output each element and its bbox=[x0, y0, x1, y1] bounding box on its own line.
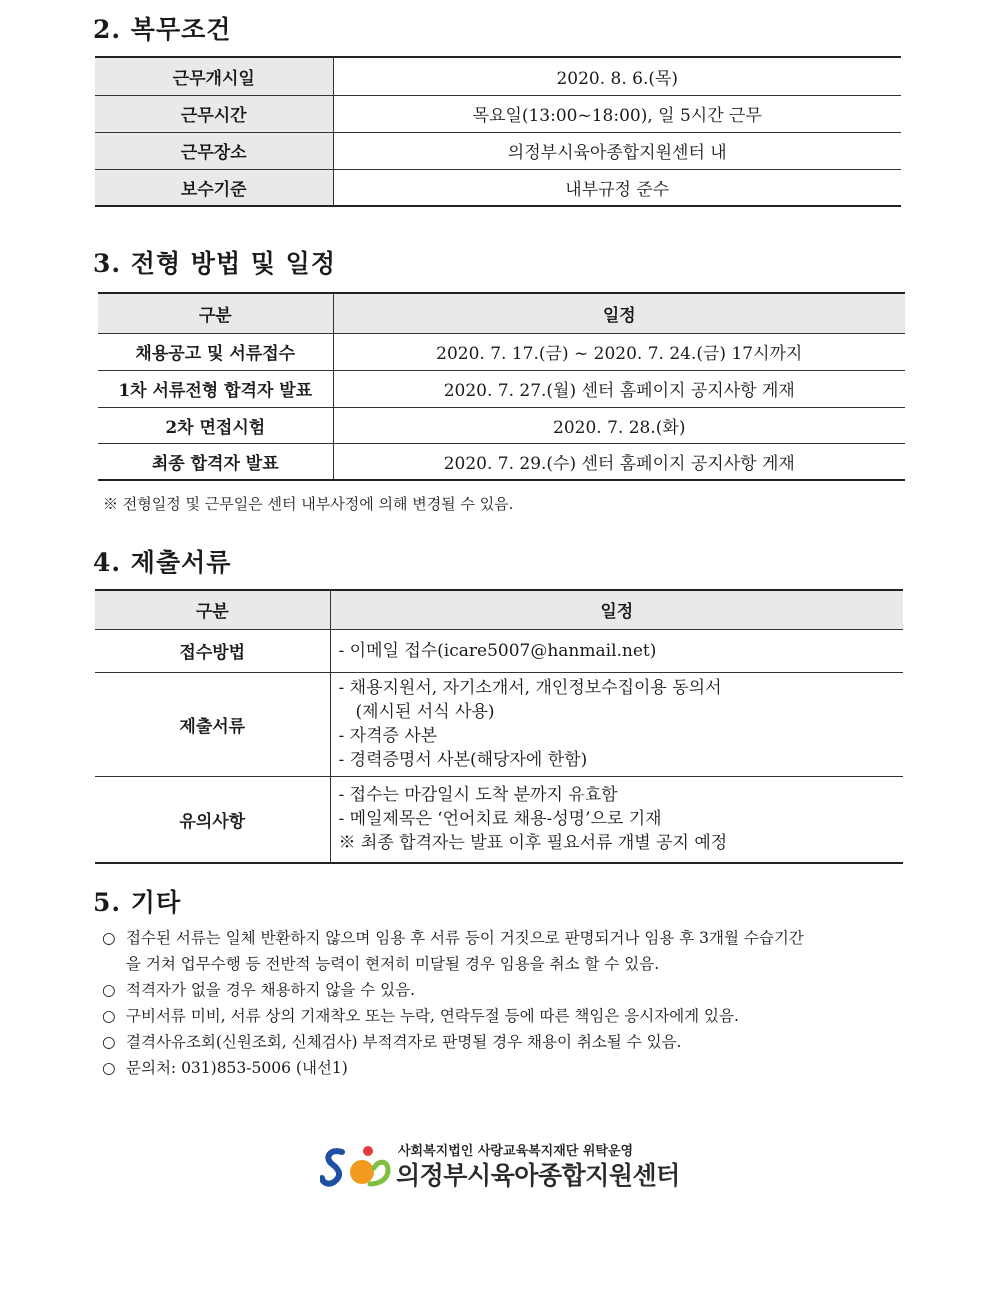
row-value: 2020. 7. 17.(금) ~ 2020. 7. 24.(금) 17시까지 bbox=[333, 333, 905, 370]
circle-bullet-icon: ○ bbox=[102, 1007, 116, 1025]
table-row bbox=[98, 370, 905, 407]
table-row bbox=[95, 672, 903, 776]
selection-schedule-table bbox=[98, 292, 905, 481]
circle-bullet-icon: ○ bbox=[102, 1033, 116, 1051]
logo-subtitle: 사회복지법인 사랑교육복지재단 위탁운영 bbox=[398, 1144, 634, 1159]
section4-title: 4. 제출서류 bbox=[93, 548, 232, 577]
table-row bbox=[95, 776, 903, 863]
circle-bullet-icon: ○ bbox=[102, 981, 116, 999]
header-schedule: 일정 bbox=[330, 590, 903, 629]
table-row bbox=[98, 407, 905, 443]
row-label: 보수기준 bbox=[95, 169, 333, 206]
table-row bbox=[95, 57, 901, 95]
table-row bbox=[95, 95, 901, 132]
item-text: 구비서류 미비, 서류 상의 기재착오 또는 누락, 연락두절 등에 따른 책임은 응시자에게 있음. bbox=[126, 1007, 739, 1025]
work-conditions-table bbox=[95, 56, 901, 207]
section3-title: 3. 전형 방법 및 일정 bbox=[93, 249, 336, 278]
documents-table bbox=[95, 589, 903, 864]
row-value bbox=[330, 776, 903, 863]
row-label: 제출서류 bbox=[95, 672, 330, 776]
table-row bbox=[95, 629, 903, 672]
row-value: 2020. 7. 27.(월) 센터 홈페이지 공지사항 게재 bbox=[333, 370, 905, 407]
item-text-continued: 을 거쳐 업무수행 등 전반적 능력이 현저히 미달될 경우 임용을 취소 할 수 있음. bbox=[126, 955, 660, 973]
list-item bbox=[102, 1003, 902, 1029]
row-label: 유의사항 bbox=[95, 776, 330, 863]
circle-bullet-icon: ○ bbox=[102, 1059, 116, 1077]
circle-bullet-icon: ○ bbox=[102, 929, 116, 947]
list-item bbox=[102, 925, 902, 977]
item-text: 결격사유조회(신원조회, 신체검사) 부적격자로 판명될 경우 채용이 취소될 수 있음. bbox=[126, 1033, 682, 1051]
row-value: 2020. 8. 6.(목) bbox=[333, 57, 901, 95]
list-item bbox=[102, 1029, 902, 1055]
table-row bbox=[98, 443, 905, 480]
table-row bbox=[98, 333, 905, 370]
list-item bbox=[102, 977, 902, 1003]
header-schedule: 일정 bbox=[333, 293, 905, 333]
center-emblem-icon bbox=[320, 1142, 392, 1190]
row-value: 의정부시육아종합지원센터 내 bbox=[333, 132, 901, 169]
row-value: 2020. 7. 29.(수) 센터 홈페이지 공지사항 게재 bbox=[333, 443, 905, 480]
list-item: - 메일제목은 ‘언어치료 채용-성명’으로 기재 bbox=[338, 809, 662, 830]
item-text: 문의처: 031)853-5006 (내선1) bbox=[126, 1059, 348, 1077]
table-header-row bbox=[98, 293, 905, 333]
row-label: 채용공고 및 서류접수 bbox=[98, 333, 333, 370]
header-category: 구분 bbox=[98, 293, 333, 333]
list-item: (제시된 서식 사용) bbox=[355, 702, 495, 722]
table-header-row bbox=[95, 590, 903, 629]
row-label: 근무장소 bbox=[95, 132, 333, 169]
row-value: 목요일(13:00~18:00), 일 5시간 근무 bbox=[333, 95, 901, 132]
schedule-note: ※ 전형일정 및 근무일은 센터 내부사정에 의해 변경될 수 있음. bbox=[103, 495, 514, 513]
etc-list bbox=[102, 925, 902, 1081]
center-logo bbox=[320, 1138, 680, 1190]
section5-title: 5. 기타 bbox=[93, 888, 182, 917]
item-text: 접수된 서류는 일체 반환하지 않으며 임용 후 서류 등이 거짓으로 판명되거나 임용 후 3개월 수습기간 bbox=[126, 929, 804, 947]
logo-name: 의정부시육아종합지원센터 bbox=[396, 1161, 680, 1190]
item-text: 적격자가 없을 경우 채용하지 않을 수 있음. bbox=[126, 981, 416, 999]
list-item: - 자격증 사본 bbox=[338, 726, 438, 746]
row-value: 내부규정 준수 bbox=[333, 169, 901, 206]
row-value bbox=[330, 629, 903, 672]
table-row bbox=[95, 132, 901, 169]
row-value: 2020. 7. 28.(화) bbox=[333, 407, 905, 443]
row-value bbox=[330, 672, 903, 776]
list-item: - 채용지원서, 자기소개서, 개인정보수집이용 동의서 bbox=[338, 678, 722, 698]
table-row bbox=[95, 169, 901, 206]
section2-title: 2. 복무조건 bbox=[93, 15, 232, 44]
row-label: 근무개시일 bbox=[95, 57, 333, 95]
header-category: 구분 bbox=[95, 590, 330, 629]
row-label: 1차 서류전형 합격자 발표 bbox=[98, 370, 333, 407]
list-item: ※ 최종 합격자는 발표 이후 필요서류 개별 공지 예정 bbox=[338, 833, 728, 854]
row-label: 최종 합격자 발표 bbox=[98, 443, 333, 480]
list-item: - 경력증명서 사본(해당자에 한함) bbox=[338, 750, 588, 770]
row-label: 접수방법 bbox=[95, 629, 330, 672]
list-item: - 이메일 접수(icare5007@hanmail.net) bbox=[338, 640, 657, 661]
list-item: - 접수는 마감일시 도착 분까지 유효함 bbox=[338, 785, 618, 806]
row-label: 2차 면접시험 bbox=[98, 407, 333, 443]
list-item bbox=[102, 1055, 902, 1081]
row-label: 근무시간 bbox=[95, 95, 333, 132]
